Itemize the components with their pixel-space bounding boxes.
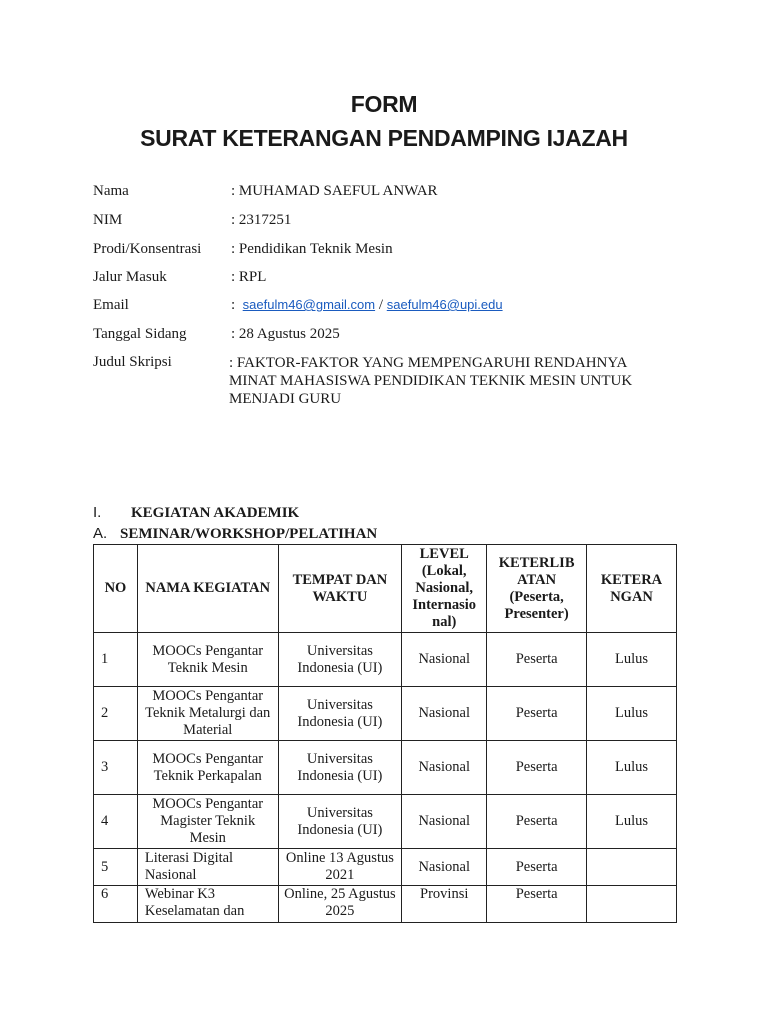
cell-tempat: Online 13 Agustus 2021 (278, 849, 402, 886)
table-row (94, 886, 677, 923)
section-title: KEGIATAN AKADEMIK (131, 505, 300, 521)
header-level: LEVEL (Lokal, Nasional, Internasio nal) (402, 545, 487, 633)
cell-keterlibatan: Peserta (487, 795, 587, 849)
subsection-heading-seminar (93, 525, 377, 543)
cell-nama: MOOCs Pengantar Magister Teknik Mesin (137, 795, 278, 849)
email-separator: / (375, 297, 387, 313)
activity-table (93, 544, 677, 923)
judul-label: Judul Skripsi (93, 354, 172, 370)
jalur-label: Jalur Masuk (93, 269, 167, 285)
cell-nama: MOOCs Pengantar Teknik Metalurgi dan Material (137, 687, 278, 741)
subsection-letter: A. (93, 525, 108, 542)
cell-level: Nasional (402, 633, 487, 687)
cell-tempat: Online, 25 Agustus 2025 (278, 886, 402, 923)
cell-keterangan: Lulus (587, 687, 677, 741)
cell-keterangan (587, 849, 677, 886)
section-number: I. (93, 504, 102, 521)
cell-nama: MOOCs Pengantar Teknik Perkapalan (137, 741, 278, 795)
table-header-row (94, 545, 677, 633)
header-keterlibatan: KETERLIB ATAN (Peserta, Presenter) (487, 545, 587, 633)
cell-keterangan: Lulus (587, 741, 677, 795)
nim-label: NIM (93, 212, 123, 228)
subsection-title: SEMINAR/WORKSHOP/PELATIHAN (120, 526, 378, 542)
cell-keterlibatan: Peserta (487, 741, 587, 795)
cell-no: 3 (94, 741, 138, 795)
prodi-value: : Pendidikan Teknik Mesin (231, 241, 393, 257)
cell-keterangan (587, 886, 677, 923)
cell-keterangan: Lulus (587, 633, 677, 687)
cell-level: Nasional (402, 741, 487, 795)
cell-no: 6 (94, 886, 138, 923)
cell-level: Provinsi (402, 886, 487, 923)
header-no: NO (94, 545, 138, 633)
cell-level: Nasional (402, 795, 487, 849)
cell-nama: Webinar K3 Keselamatan dan (137, 886, 278, 923)
document-title: SURAT KETERANGAN PENDAMPING IJAZAH (140, 125, 628, 151)
cell-keterlibatan: Peserta (487, 849, 587, 886)
nama-value: : MUHAMAD SAEFUL ANWAR (231, 183, 438, 199)
cell-tempat: Universitas Indonesia (UI) (278, 687, 402, 741)
cell-no: 4 (94, 795, 138, 849)
header-tempat-waktu: TEMPAT DAN WAKTU (278, 545, 402, 633)
email-link-upi[interactable]: saefulm46@upi.edu (386, 297, 503, 312)
cell-nama: Literasi Digital Nasional (137, 849, 278, 886)
cell-no: 5 (94, 849, 138, 886)
table-row (94, 741, 677, 795)
tanggal-label: Tanggal Sidang (93, 326, 187, 342)
table-row (94, 633, 677, 687)
nim-value: : 2317251 (231, 212, 292, 228)
form-title: FORM (350, 91, 418, 117)
cell-keterlibatan: Peserta (487, 687, 587, 741)
cell-keterlibatan: Peserta (487, 633, 587, 687)
email-link-gmail[interactable]: saefulm46@gmail.com (242, 297, 376, 312)
prodi-label: Prodi/Konsentrasi (93, 241, 202, 257)
judul-value: : FAKTOR-FAKTOR YANG MEMPENGARUHI RENDAHNYA MINAT MAHASISWA PENDIDIKAN TEKNIK MESIN UNTUK MENJADI GURU (229, 355, 633, 407)
section-heading-kegiatan-akademik (93, 504, 299, 522)
table-row (94, 687, 677, 741)
jalur-value: : RPL (231, 269, 267, 285)
cell-no: 1 (94, 633, 138, 687)
nama-label: Nama (93, 183, 129, 199)
email-label: Email (93, 297, 129, 313)
table-row (94, 849, 677, 886)
tanggal-value: : 28 Agustus 2025 (231, 326, 340, 342)
cell-no: 2 (94, 687, 138, 741)
header-nama-kegiatan: NAMA KEGIATAN (137, 545, 278, 633)
cell-tempat: Universitas Indonesia (UI) (278, 795, 402, 849)
email-value (231, 297, 503, 314)
cell-keterangan: Lulus (587, 795, 677, 849)
cell-level: Nasional (402, 687, 487, 741)
cell-tempat: Universitas Indonesia (UI) (278, 741, 402, 795)
cell-nama: MOOCs Pengantar Teknik Mesin (137, 633, 278, 687)
email-colon: : (231, 297, 243, 313)
table-row (94, 795, 677, 849)
cell-level: Nasional (402, 849, 487, 886)
header-keterangan: KETERA NGAN (587, 545, 677, 633)
cell-keterlibatan: Peserta (487, 886, 587, 923)
cell-tempat: Universitas Indonesia (UI) (278, 633, 402, 687)
